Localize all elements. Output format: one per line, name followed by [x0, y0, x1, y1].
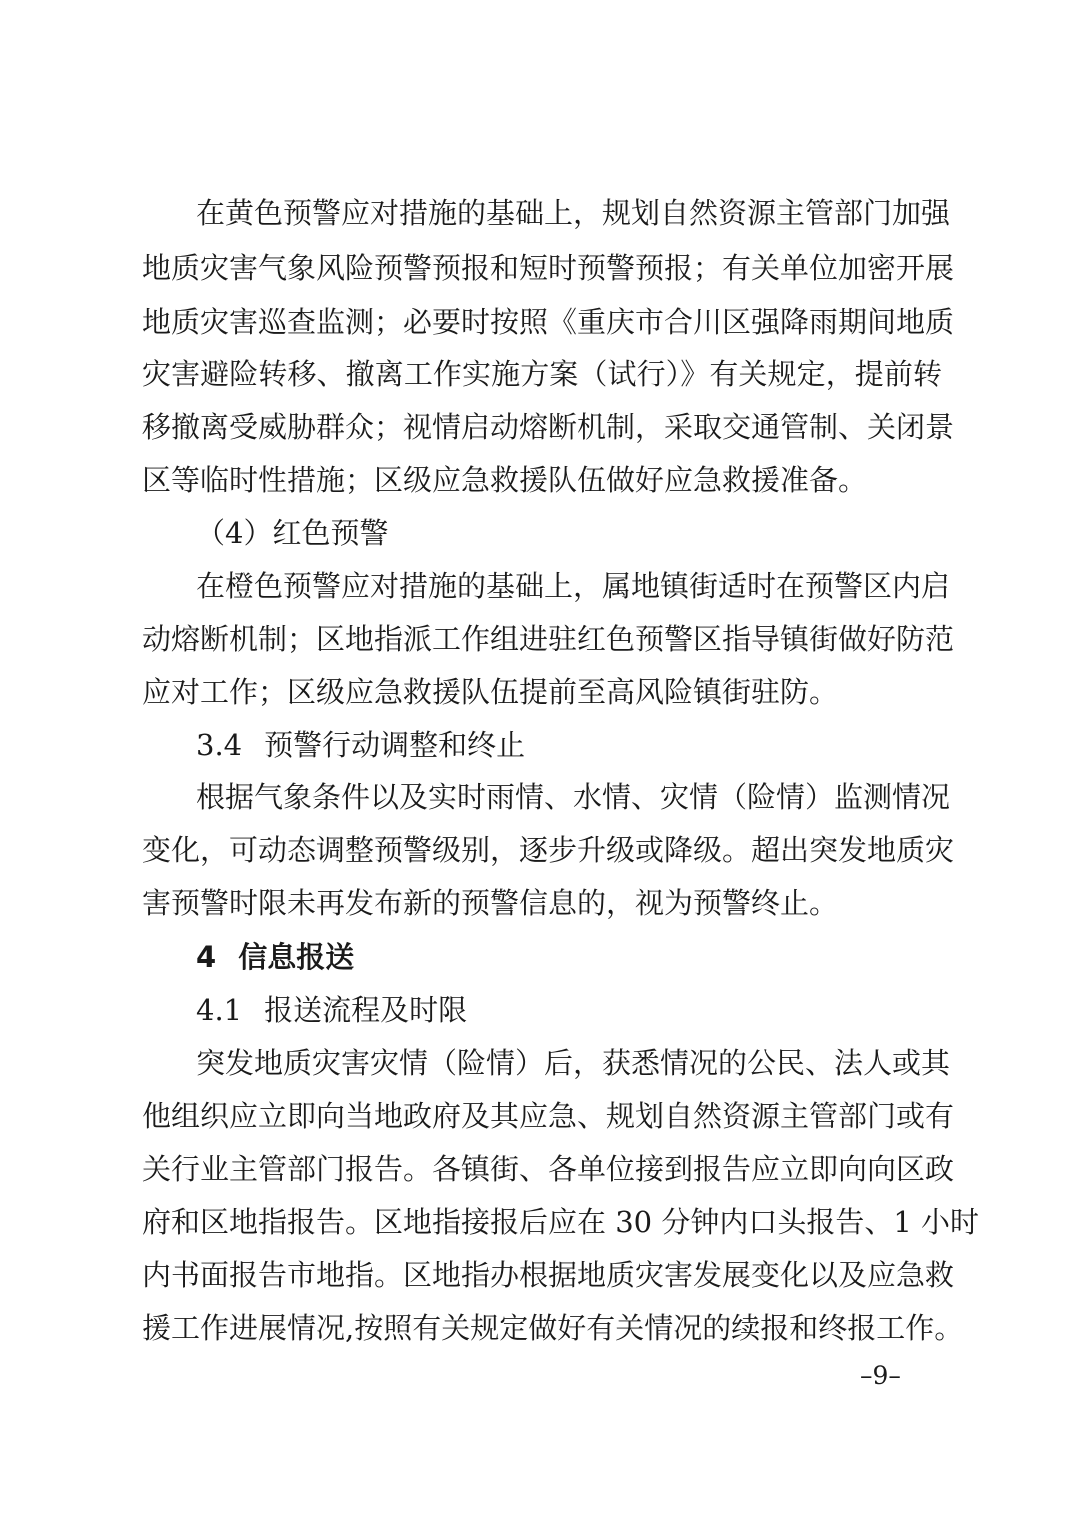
paragraph-line: 在橙色预警应对措施的基础上，属地镇街适时在预警区内启	[196, 569, 951, 603]
section-title: 预警行动调整和终止	[264, 728, 526, 762]
paragraph-line: 在黄色预警应对措施的基础上，规划自然资源主管部门加强	[196, 196, 951, 230]
paragraph-line: 根据气象条件以及实时雨情、水情、灾情（险情）监测情况	[196, 780, 951, 814]
section-title: 信息报送	[238, 940, 355, 974]
paragraph-line: 他组织应立即向当地政府及其应急、规划自然资源主管部门或有	[142, 1099, 955, 1133]
paragraph-line: 灾害避险转移、撤离工作实施方案（试行）》有关规定，提前转	[142, 357, 942, 391]
paragraph-line: 应对工作；区级应急救援队伍提前至高风险镇街驻防。	[142, 675, 839, 709]
paragraph-line: 府和区地指报告。区地指接报后应在 30 分钟内口头报告、1 小时	[142, 1205, 980, 1239]
paragraph-line: 援工作进展情况,按照有关规定做好有关情况的续报和终报工作。	[142, 1311, 964, 1345]
section-heading-3-4	[196, 725, 525, 765]
paragraph-line: 动熔断机制；区地指派工作组进驻红色预警区指导镇街做好防范	[142, 622, 955, 656]
section-heading-4-1	[196, 990, 467, 1030]
page-number: –9–	[860, 1361, 901, 1390]
paragraph-line: 害预警时限未再发布新的预警信息的，视为预警终止。	[142, 886, 839, 920]
paragraph-line: 内书面报告市地指。区地指办根据地质灾害发展变化以及应急救	[142, 1258, 955, 1292]
subheading-red-warning: （4）红色预警	[196, 516, 389, 550]
paragraph-line: 移撤离受威胁群众；视情启动熔断机制，采取交通管制、关闭景	[142, 410, 955, 444]
paragraph-line: 地质灾害气象风险预警预报和短时预警预报；有关单位加密开展	[142, 251, 955, 285]
paragraph-line: 关行业主管部门报告。各镇街、各单位接到报告应立即向向区政	[142, 1152, 955, 1186]
section-number: 4.1	[196, 993, 243, 1027]
paragraph-line: 区等临时性措施；区级应急救援队伍做好应急救援准备。	[142, 463, 868, 497]
section-title: 报送流程及时限	[264, 993, 468, 1027]
section-number: 3.4	[196, 728, 243, 762]
paragraph-line: 突发地质灾害灾情（险情）后，获悉情况的公民、法人或其	[196, 1046, 951, 1080]
paragraph-line: 地质灾害巡查监测；必要时按照《重庆市合川区强降雨期间地质	[142, 305, 955, 339]
paragraph-line: 变化，可动态调整预警级别，逐步升级或降级。超出突发地质灾	[142, 833, 955, 867]
section-heading-4	[196, 937, 354, 977]
section-number: 4	[196, 940, 217, 974]
